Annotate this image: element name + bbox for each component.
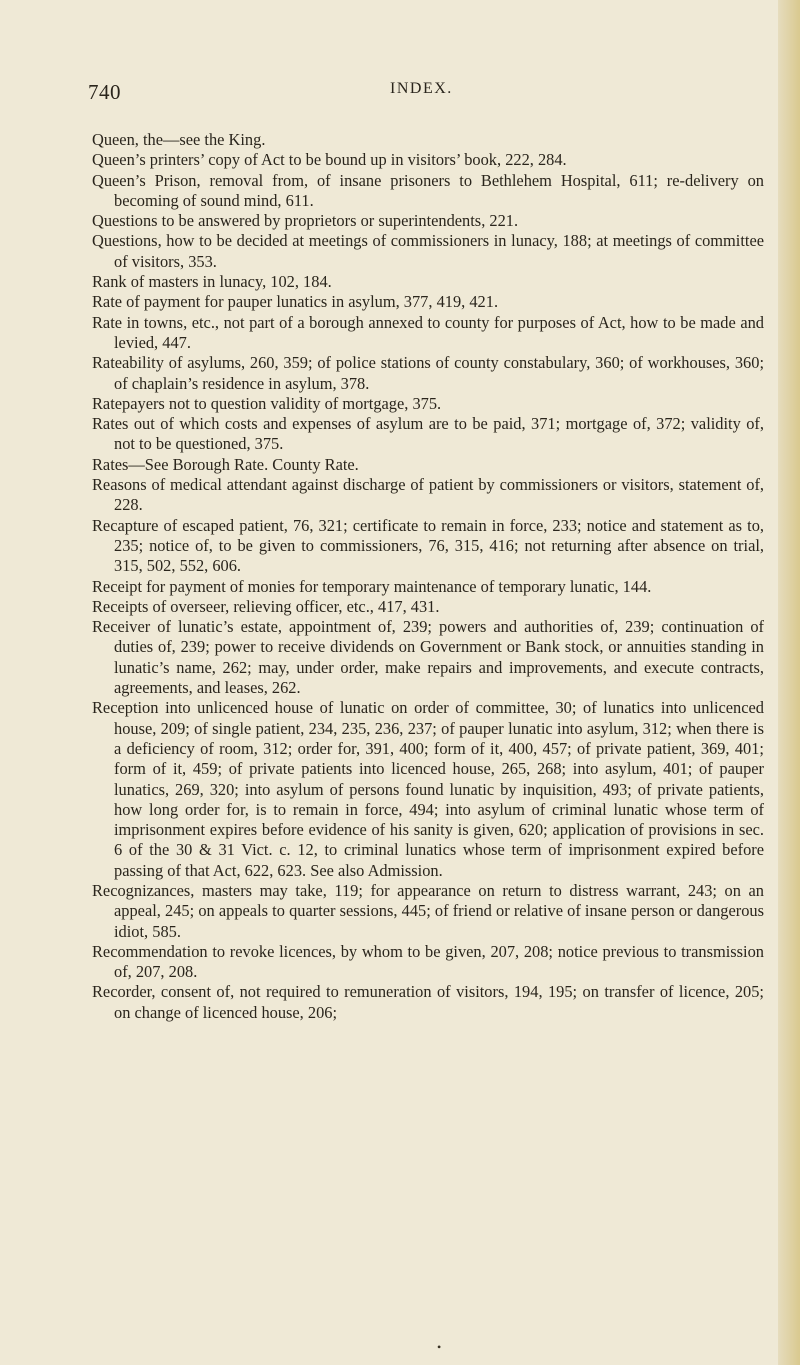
page-edge xyxy=(778,0,800,1365)
index-entry: Questions, how to be decided at meetings of commissioners in lunacy, 188; at meetings of committee of visitors, 353. xyxy=(92,231,764,271)
index-entry: Receipt for payment of monies for temporary maintenance of temporary lunatic, 144. xyxy=(92,576,652,596)
index-entry: Ratepayers not to question validity of mortgage, 375. xyxy=(92,393,442,413)
index-entry: Rank of masters in lunacy, 102, 184. xyxy=(92,272,332,292)
page-number: 740 xyxy=(88,80,121,104)
index-entry: Receiver of lunatic’s estate, appointment of, 239; powers and authorities of, 239; continuation of duties of, 239; power to receive dividends on Government or Bank stock, or annuities standing in lunatic’s name, 262; may, under order, make repairs and improvements, and execute contracts, agreements, and leases, 262. xyxy=(92,617,764,698)
running-head xyxy=(88,80,768,110)
running-title: INDEX. xyxy=(390,80,453,97)
index-entry: Rate of payment for pauper lunatics in asylum, 377, 419, 421. xyxy=(92,292,499,312)
index-entry: Rateability of asylums, 260, 359; of police stations of county constabulary, 360; of workhouses, 360; of chaplain’s residence in asylum, 378. xyxy=(92,353,764,393)
index-entry: Recommendation to revoke licences, by whom to be given, 207, 208; notice previous to transmission of, 207, 208. xyxy=(92,941,764,982)
index-entry: Rates—See Borough Rate. County Rate. xyxy=(92,454,359,474)
index-entry: Queen’s printers’ copy of Act to be bound up in visitors’ book, 222, 284. xyxy=(92,150,567,170)
index-entry: Recognizances, masters may take, 119; for appearance on return to distress warrant, 243; on an appeal, 245; on appeals to quarter sessions, 445; of friend or relative of insane person or dangerous idiot, 585. xyxy=(92,880,764,941)
index-entry: Recorder, consent of, not required to remuneration of visitors, 194, 195; on transfer of licence, 205; on change of licenced house, 206; xyxy=(92,982,764,1022)
index-entry: Reasons of medical attendant against discharge of patient by commissioners or visitors, statement of, 228. xyxy=(92,475,764,515)
index-entry: Recapture of escaped patient, 76, 321; certificate to remain in force, 233; notice and statement as to, 235; notice of, to be given to commissioners, 76, 315, 416; not returning after absence on trial, 315, 502, 552, 606. xyxy=(92,515,764,576)
index-entry: Rate in towns, etc., not part of a borough annexed to county for purposes of Act, how to be made and levied, 447. xyxy=(92,312,764,352)
index-entry: Questions to be answered by proprietors or superintendents, 221. xyxy=(92,211,519,231)
index-entries xyxy=(92,130,764,1023)
index-entry: Receipts of overseer, relieving officer, etc., 417, 431. xyxy=(92,596,440,616)
index-entry: Reception into unlicenced house of lunatic on order of committee, 30; of lunatics into unlicenced house, 209; of single patient, 234, 235, 236, 237; of pauper lunatic into asylum, 312; when there is a deficiency of room, 312; order for, 391, 400; form of it, 400, 457; of private patient, 369, 401; form of it, 459; of private patients into licenced house, 265, 268; into asylum, 401; of pauper lunatics, 269, 320; into asylum of persons found lunatic by inquisition, 493; of private patients, how long order for, is to remain in force, 494; into asylum of criminal lunatic whose term of imprisonment expires before evidence of his sanity is given, 620; application of provisions in sec. 6 of the 30 & 31 Vict. c. 12, to criminal lunatics whose term of imprisonment expired before passing of that Act, 622, 623. See also Admission. xyxy=(92,698,764,880)
ink-mark: • xyxy=(437,1340,442,1354)
index-entry: Queen’s Prison, removal from, of insane prisoners to Bethlehem Hospital, 611; re-delivery on becoming of sound mind, 611. xyxy=(92,170,764,210)
index-entry: Rates out of which costs and expenses of asylum are to be paid, 371; mortgage of, 372; validity of, not to be questioned, 375. xyxy=(92,414,764,454)
index-entry: Queen, the—see the King. xyxy=(92,130,266,149)
